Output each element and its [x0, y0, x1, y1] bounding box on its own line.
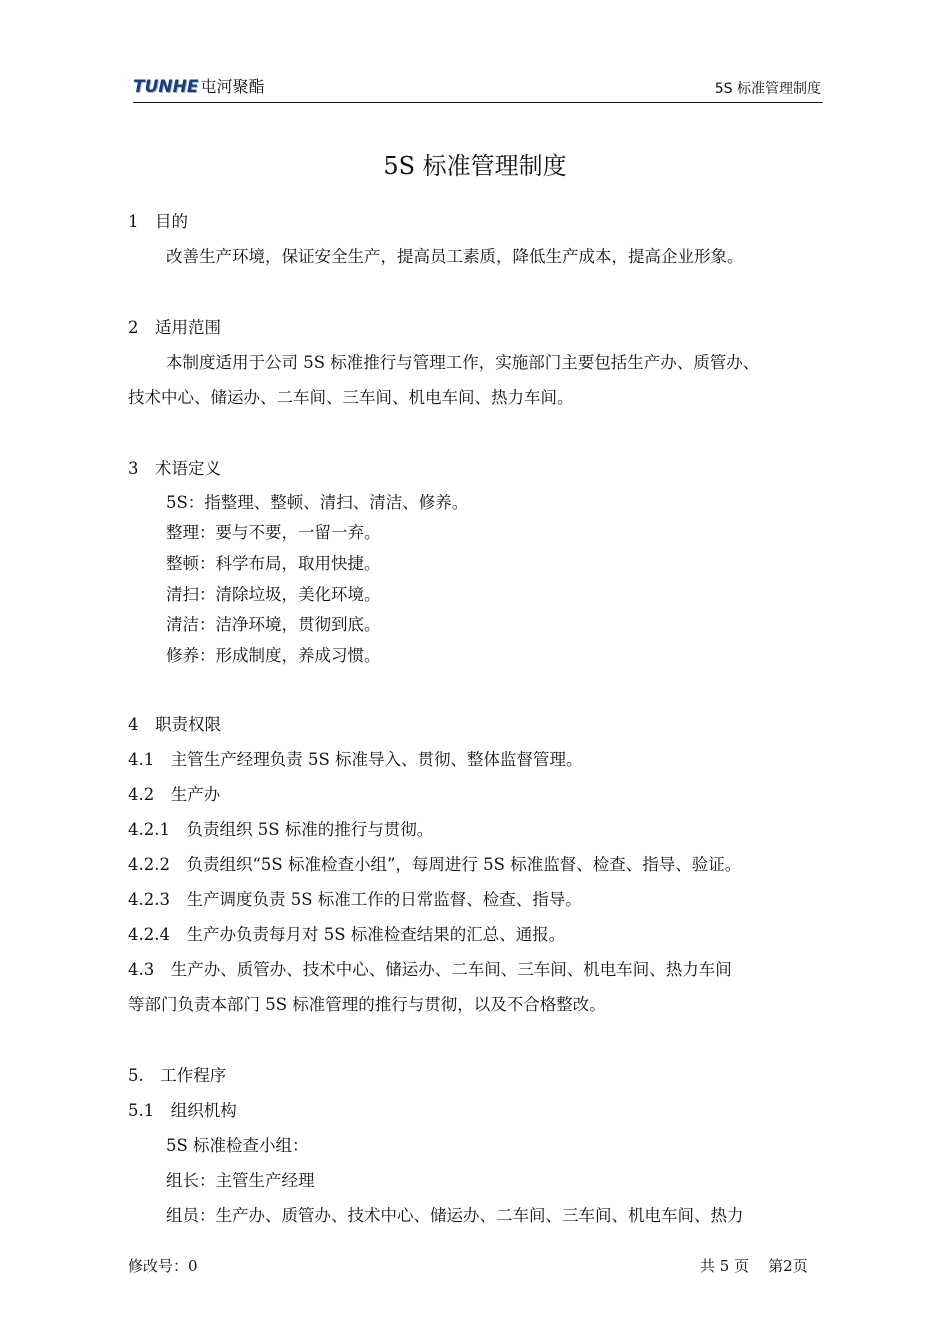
current-page: 第2页 — [768, 1257, 808, 1275]
definition-item: 修养：形成制度，养成习惯。 — [166, 646, 381, 665]
logo-mark: TUNHE — [133, 77, 199, 97]
clause-4-2-4: 4.2.4 生产办负责每月对 5S 标准检查结果的汇总、通报。 — [128, 925, 566, 944]
header-document-name: 5S 标准管理制度 — [714, 81, 821, 97]
clause-5-1: 5.1 组织机构 — [128, 1101, 237, 1120]
header-divider — [133, 102, 823, 103]
clause-4-2-1: 4.2.1 负责组织 5S 标准的推行与贯彻。 — [128, 820, 434, 839]
section-2-body-line-2: 技术中心、储运办、二车间、三车间、机电车间、热力车间。 — [128, 388, 574, 407]
page-count — [700, 1255, 808, 1276]
clause-4-2-2: 4.2.2 负责组织“5S 标准检查小组”，每周进行 5S 标准监督、检查、指导、验证。 — [128, 855, 742, 874]
group-members: 组员：生产办、质管办、技术中心、储运办、二车间、三车间、机电车间、热力 — [166, 1206, 744, 1225]
page-header — [133, 74, 823, 104]
inspection-group-label: 5S 标准检查小组： — [166, 1136, 309, 1155]
section-2-body-line-1: 本制度适用于公司 5S 标准推行与管理工作，实施部门主要包括生产办、质管办、 — [166, 353, 760, 372]
logo-company-name: 屯河聚酯 — [200, 77, 265, 96]
definition-item: 5S：指整理、整顿、清扫、清洁、修养。 — [166, 493, 469, 512]
section-1-body: 改善生产环境，保证安全生产，提高员工素质，降低生产成本，提高企业形象。 — [166, 247, 744, 266]
revision-number: 修改号：0 — [128, 1257, 198, 1275]
section-4-heading: 4 职责权限 — [128, 715, 221, 734]
clause-4-3-line-2: 等部门负责本部门 5S 标准管理的推行与贯彻，以及不合格整改。 — [128, 995, 606, 1014]
total-pages: 共 5 页 — [700, 1257, 750, 1275]
section-1-heading: 1 目的 — [128, 212, 188, 231]
definition-item: 整顿：科学布局，取用快捷。 — [166, 554, 381, 573]
definition-item: 清扫：清除垃圾，美化环境。 — [166, 585, 381, 604]
company-logo — [133, 77, 264, 97]
clause-4-3-line-1: 4.3 生产办、质管办、技术中心、储运办、二车间、三车间、机电车间、热力车间 — [128, 960, 732, 979]
definition-item: 整理：要与不要，一留一弃。 — [166, 523, 381, 542]
group-leader: 组长：主管生产经理 — [166, 1171, 315, 1190]
clause-4-2-3: 4.2.3 生产调度负责 5S 标准工作的日常监督、检查、指导。 — [128, 890, 582, 909]
section-2-heading: 2 适用范围 — [128, 318, 221, 337]
section-3-heading: 3 术语定义 — [128, 459, 221, 478]
clause-4-2: 4.2 生产办 — [128, 785, 221, 804]
definition-item: 清洁：洁净环境，贯彻到底。 — [166, 615, 381, 634]
section-5-heading: 5. 工作程序 — [128, 1066, 227, 1085]
document-title: 5S 标准管理制度 — [383, 152, 567, 180]
clause-4-1: 4.1 主管生产经理负责 5S 标准导入、贯彻、整体监督管理。 — [128, 750, 583, 769]
